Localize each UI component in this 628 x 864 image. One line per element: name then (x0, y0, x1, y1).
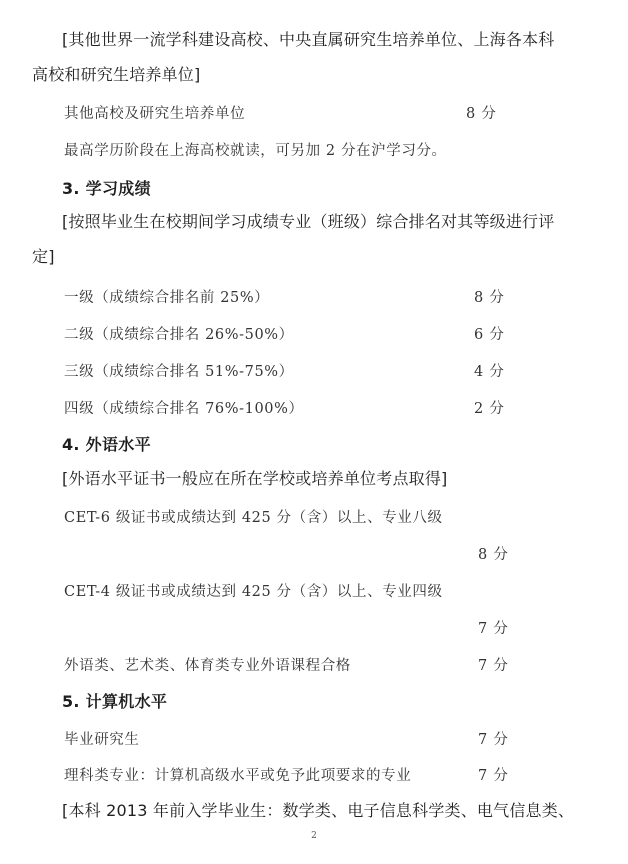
section-heading: 4. 外语水平 (62, 435, 151, 454)
paragraph-line: [其他世界一流学科建设高校、中央直属研究生培养单位、上海各本科 (62, 30, 555, 49)
grade-score: 4 分 (474, 364, 505, 380)
computer-score: 7 分 (478, 732, 509, 748)
item-text: 其他高校及研究生培养单位 (64, 106, 246, 122)
section-heading: 5. 计算机水平 (62, 692, 168, 711)
grade-score: 8 分 (474, 290, 505, 306)
section-note: 定] (32, 247, 55, 266)
computer-item: 毕业研究生 (64, 732, 140, 748)
language-item: CET-4 级证书或成绩达到 425 分（含）以上、专业四级 (64, 584, 443, 600)
paragraph-line: 高校和研究生培养单位] (32, 65, 201, 84)
computer-item: 理科类专业：计算机高级水平或免予此项要求的专业 (64, 768, 412, 784)
language-score: 7 分 (478, 658, 509, 674)
grade-score: 6 分 (474, 327, 505, 343)
language-score: 8 分 (478, 547, 509, 563)
language-item: 外语类、艺术类、体育类专业外语课程合格 (64, 658, 351, 674)
item-score: 8 分 (466, 106, 497, 122)
grade-score: 2 分 (474, 401, 505, 417)
language-item: CET-6 级证书或成绩达到 425 分（含）以上、专业八级 (64, 510, 443, 526)
section-note: [外语水平证书一般应在所在学校或培养单位考点取得] (62, 469, 448, 488)
grade-item: 三级（成绩综合排名 51%-75%） (64, 364, 294, 380)
section-heading: 3. 学习成绩 (62, 179, 151, 198)
page-number: 2 (311, 831, 317, 841)
language-score: 7 分 (478, 621, 509, 637)
grade-item: 一级（成绩综合排名前 25%） (64, 290, 270, 306)
section-note: [按照毕业生在校期间学习成绩专业（班级）综合排名对其等级进行评 (62, 212, 555, 231)
computer-score: 7 分 (478, 768, 509, 784)
paragraph-line: 最高学历阶段在上海高校就读，可另加 2 分在沪学习分。 (64, 143, 447, 159)
grade-item: 四级（成绩综合排名 76%-100%） (64, 401, 304, 417)
grade-item: 二级（成绩综合排名 26%-50%） (64, 327, 294, 343)
section-note: [本科 2013 年前入学毕业生：数学类、电子信息科学类、电气信息类、 (62, 801, 575, 820)
